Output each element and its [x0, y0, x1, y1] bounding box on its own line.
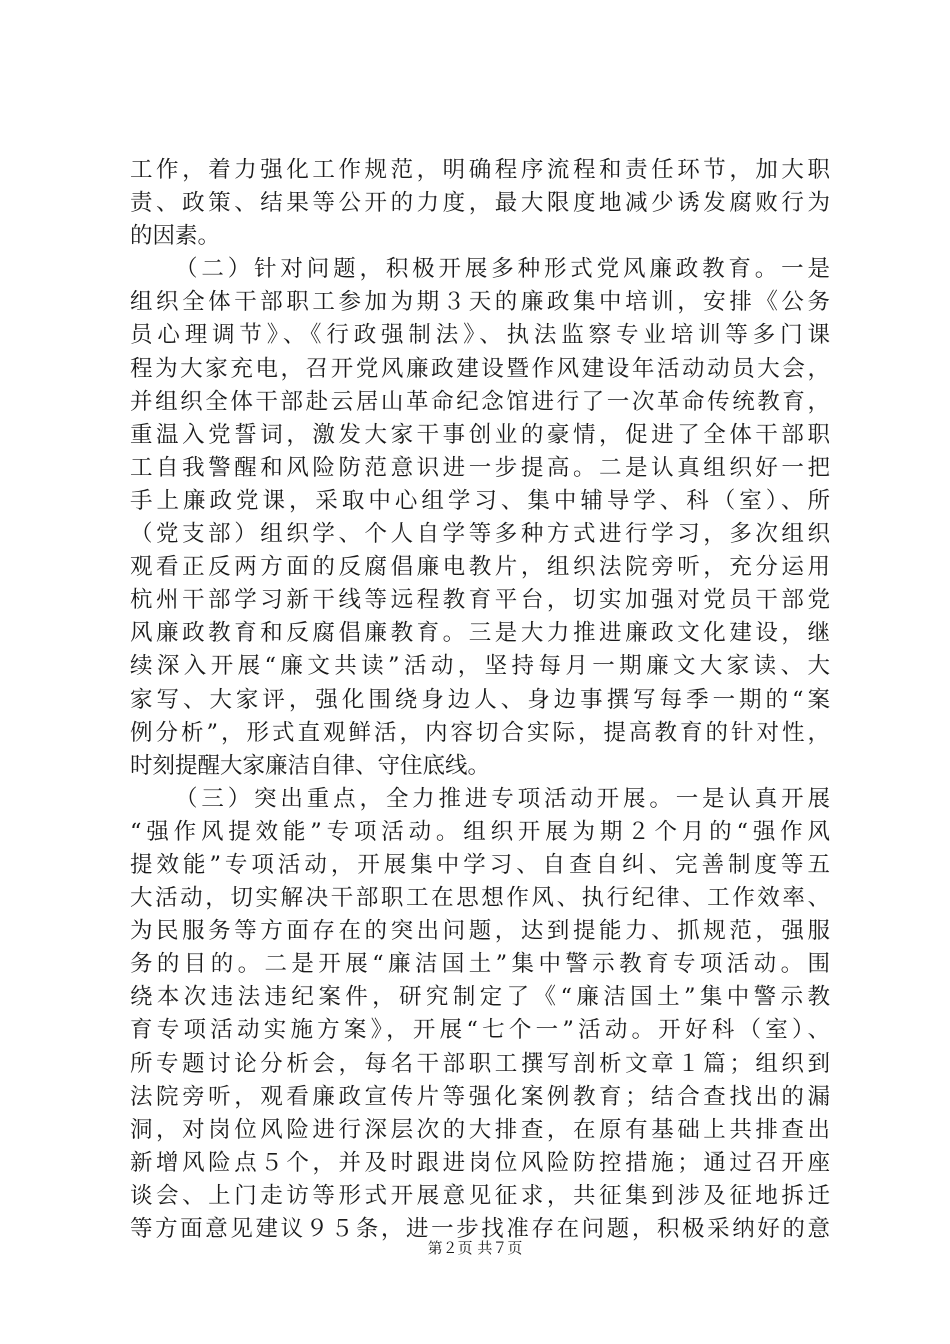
text-line: 时刻提醒大家廉洁自律、守住底线。	[130, 752, 491, 779]
text-line: 组织全体干部职工参加为期３天的廉政集中培训，安排《公务	[130, 289, 830, 316]
text-line: 等方面意见建议９５条，进一步找准存在问题，积极采纳好的意	[130, 1216, 830, 1242]
body-text	[130, 154, 830, 1246]
text-line: 洞，对岗位风险进行深层次的大排查，在原有基础上共排查出	[130, 1116, 830, 1143]
text-line: 员心理调节》、《行政强制法》、执法监察专业培训等多门课	[130, 322, 830, 349]
text-line: （三）突出重点，全力推进专项活动开展。一是认真开展	[175, 785, 830, 812]
text-line: 程为大家充电，召开党风廉政建设暨作风建设年活动动员大会，	[130, 355, 830, 382]
text-line: 务的目的。二是开展“廉洁国土”集中警示教育专项活动。围	[130, 951, 830, 978]
text-line: 工自我警醒和风险防范意识进一步提高。二是认真组织好一把	[130, 454, 830, 481]
text-line: 例分析”，形式直观鲜活，内容切合实际，提高教育的针对性，	[130, 719, 830, 746]
text-line: 责、政策、结果等公开的力度，最大限度地减少诱发腐败行为	[130, 190, 830, 217]
page-number-footer: 第２页 共７页	[427, 1239, 523, 1257]
text-line: “强作风提效能”专项活动。组织开展为期２个月的“强作风	[130, 818, 830, 845]
text-line: 杭州干部学习新干线等远程教育平台，切实加强对党员干部党	[130, 587, 830, 614]
text-line: 谈会、上门走访等形式开展意见征求，共征集到涉及征地拆迁	[130, 1182, 830, 1209]
text-line: 家写、大家评，强化围绕身边人、身边事撰写每季一期的“案	[130, 686, 830, 713]
text-line: （二）针对问题，积极开展多种形式党风廉政教育。一是	[175, 256, 830, 283]
text-line: 育专项活动实施方案》，开展“七个一”活动。开好科（室）、	[130, 1017, 830, 1044]
text-line: 续深入开展“廉文共读”活动，坚持每月一期廉文大家读、大	[130, 653, 830, 680]
text-line: 重温入党誓词，激发大家干事创业的豪情，促进了全体干部职	[130, 421, 830, 448]
text-line: （党支部）组织学、个人自学等多种方式进行学习，多次组织	[130, 521, 830, 548]
text-line: 的因素。	[130, 223, 221, 250]
text-line: 风廉政教育和反腐倡廉教育。三是大力推进廉政文化建设，继	[130, 620, 830, 647]
text-line: 手上廉政党课，采取中心组学习、集中辅导学、科（室）、所	[130, 487, 830, 514]
text-line: 观看正反两方面的反腐倡廉电教片，组织法院旁听，充分运用	[130, 554, 830, 581]
text-line: 并组织全体干部赴云居山革命纪念馆进行了一次革命传统教育，	[130, 388, 830, 415]
text-line: 新增风险点５个，并及时跟进岗位风险防控措施；通过召开座	[130, 1149, 830, 1176]
text-line: 提效能”专项活动，开展集中学习、自查自纠、完善制度等五	[130, 851, 830, 878]
text-line: 所专题讨论分析会，每名干部职工撰写剖析文章１篇；组织到	[130, 1050, 830, 1077]
text-line: 为民服务等方面存在的突出问题，达到提能力、抓规范，强服	[130, 918, 830, 945]
text-line: 法院旁听，观看廉政宣传片等强化案例教育；结合查找出的漏	[130, 1083, 830, 1110]
text-line: 大活动，切实解决干部职工在思想作风、执行纪律、工作效率、	[130, 885, 830, 912]
text-line: 绕本次违法违纪案件，研究制定了《“廉洁国土”集中警示教	[130, 984, 830, 1011]
text-line: 工作，着力强化工作规范，明确程序流程和责任环节，加大职	[130, 157, 830, 183]
